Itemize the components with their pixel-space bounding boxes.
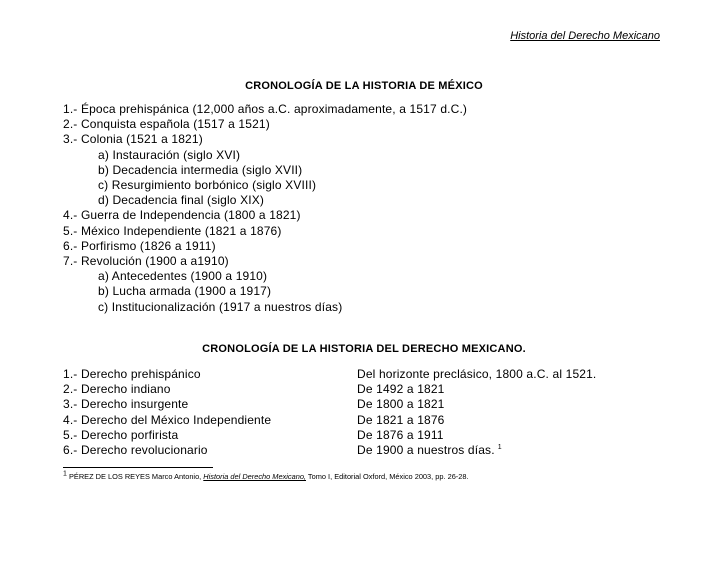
footnote-reference: 1 [497,444,502,452]
law-period-name: 6.- Derecho revolucionario [63,443,208,458]
footnote-book-title: Historia del Derecho Mexicano, [203,472,306,481]
footnote-divider [63,467,213,468]
law-period-name: 3.- Derecho insurgente [63,397,189,412]
law-period-row [63,397,596,412]
chronology-item: 4.- Guerra de Independencia (1800 a 1821) [63,208,301,223]
law-period-dates: De 1492 a 1821 [357,382,445,397]
chronology-item: 5.- México Independiente (1821 a 1876) [63,223,282,238]
section-title-historia-derecho: CRONOLOGÍA DE LA HISTORIA DEL DERECHO MEXICANO. [202,343,526,355]
footnote [63,472,469,481]
chronology-subitem: c) Institucionalización (1917 a nuestros días) [98,299,343,314]
footnote-author: PÉREZ DE LOS REYES Marco Antonio, [68,472,202,481]
law-period-dates: De 1800 a 1821 [357,397,445,412]
law-period-dates: Del horizonte preclásico, 1800 a.C. al 1521. [357,367,597,381]
chronology-subitem: a) Antecedentes (1900 a 1910) [98,269,268,284]
law-period-dates: De 1821 a 1876 [357,412,445,427]
law-period-row [63,428,596,443]
footnote-publication: Tomo I, Editorial Oxford, México 2003, pp. 26-28. [307,472,469,481]
law-period-name: 2.- Derecho indiano [63,382,171,397]
chronology-item: 7.- Revolución (1900 a a1910) [63,254,229,269]
law-period-dates: De 1876 a 1911 [357,427,444,442]
chronology-subitem: c) Resurgimiento borbónico (siglo XVIII) [98,178,317,193]
chronology-subitem: d) Decadencia final (siglo XIX) [98,193,265,208]
law-period-row [63,382,596,397]
chronology-item: 6.- Porfirismo (1826 a 1911) [63,238,216,253]
law-period-row [63,413,596,428]
chronology-item: 1.- Época prehispánica (12,000 años a.C. aproximadamente, a 1517 d.C.) [63,102,468,116]
running-header: Historia del Derecho Mexicano [510,30,660,42]
section-title-historia-mexico: CRONOLOGÍA DE LA HISTORIA DE MÉXICO [245,80,483,92]
law-period-name: 4.- Derecho del México Independiente [63,412,272,427]
chronology-item: 2.- Conquista española (1517 a 1521) [63,117,270,132]
law-chronology-table [63,367,596,458]
law-period-row [63,443,596,458]
law-period-name: 5.- Derecho porfirista [63,427,179,442]
law-period-name: 1.- Derecho prehispánico [63,367,201,381]
chronology-subitem: b) Lucha armada (1900 a 1917) [98,284,272,299]
chronology-item: 3.- Colonia (1521 a 1821) [63,132,203,147]
chronology-list [63,102,467,315]
law-period-dates: De 1900 a nuestros días. [357,443,495,458]
footnote-marker: 1 [63,470,67,478]
chronology-subitem: b) Decadencia intermedia (siglo XVII) [98,162,303,177]
law-period-row [63,367,596,382]
chronology-subitem: a) Instauración (siglo XVI) [98,147,241,162]
